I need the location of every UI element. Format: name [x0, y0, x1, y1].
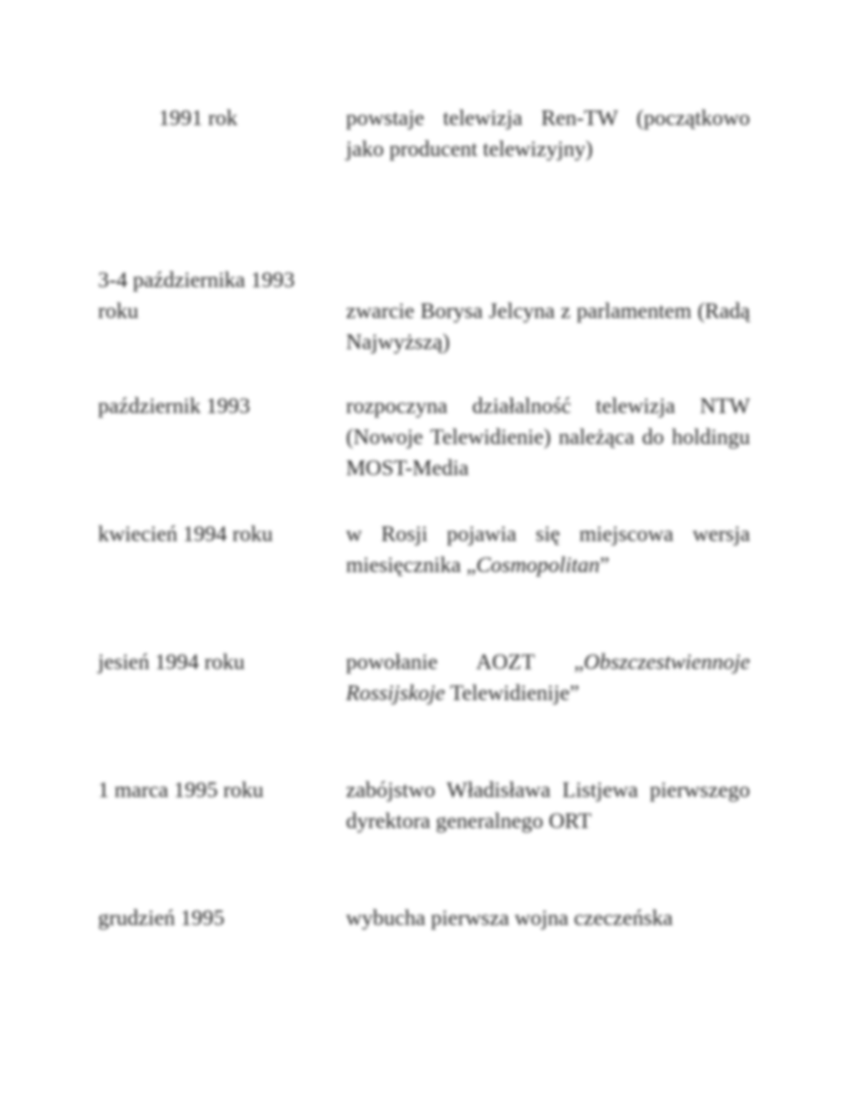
entry-date: 3-4 października 1993 roku	[98, 267, 295, 323]
entry-description: rozpoczyna działalność telewizja NTW (Nowoje Telewidienie) należąca do holdingu MOST-Media	[346, 393, 750, 480]
description-text: w Rosji pojawia się miejscowa wersja miesięcznika „	[346, 521, 750, 577]
entry-date: kwiecień 1994 roku	[98, 521, 273, 546]
entry-date: grudzień 1995	[98, 905, 225, 930]
entry-description: wybucha pierwsza wojna czeczeńska	[346, 905, 673, 930]
entry-description: powstaje telewizja Ren-TW (początkowo jako producent telewizyjny)	[346, 105, 750, 161]
entry-description: zabójstwo Władisława Listjewa pierwszego dyrektora generalnego ORT	[346, 777, 750, 833]
description-text: Telewidienije”	[445, 680, 580, 705]
entry-date: jesień 1994 roku	[98, 649, 245, 674]
description-text: ”	[599, 552, 610, 577]
description-italic: Cosmopolitan	[476, 552, 600, 577]
description-italic: Obszczestwiennoje Rossijskoje	[346, 649, 750, 705]
entry-description	[346, 646, 750, 708]
entry-description	[346, 518, 750, 580]
description-text: powołanie AOZT „	[346, 649, 584, 674]
entry-date: 1991 rok	[158, 105, 238, 130]
entry-date: 1 marca 1995 roku	[98, 777, 264, 802]
entry-description: zwarcie Borysa Jelcyna z parlamentem (Radą Najwyższą)	[346, 298, 750, 354]
entry-date: październik 1993	[98, 393, 251, 418]
